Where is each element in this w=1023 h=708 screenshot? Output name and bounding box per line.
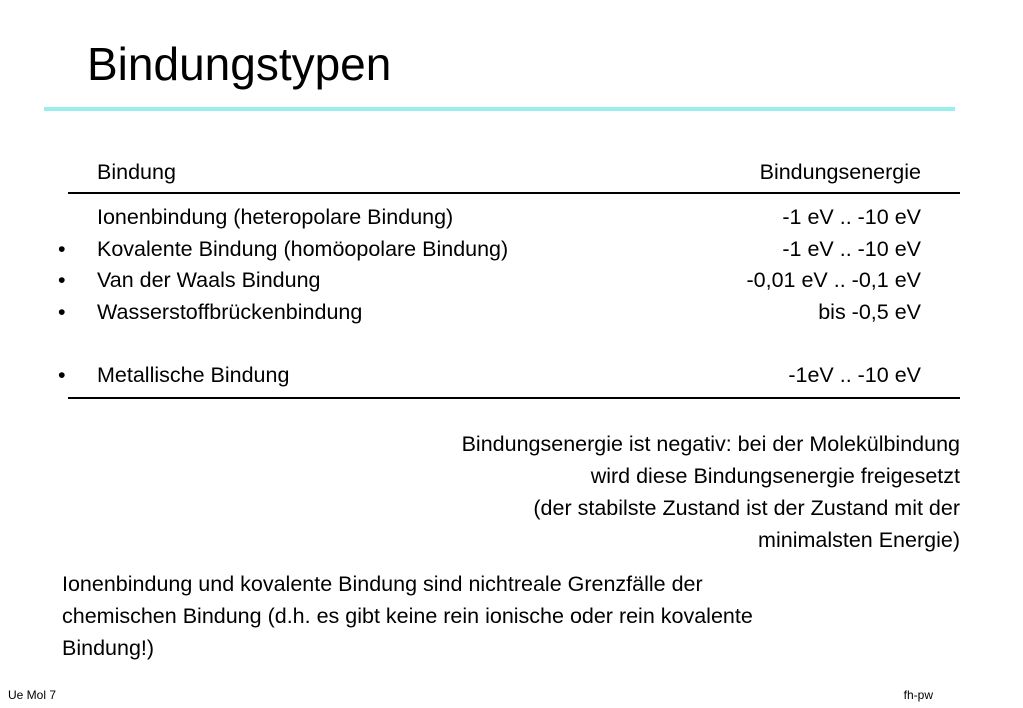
- bond-energy: -1eV .. -10 eV: [788, 363, 921, 387]
- bond-name: Wasserstoffbrückenbindung: [97, 300, 363, 324]
- bond-name: Ionenbindung (heteropolare Bindung): [97, 205, 454, 229]
- bond-name: Kovalente Bindung (homöopolare Bindung): [97, 237, 509, 261]
- footer-right: fh-pw: [903, 688, 933, 702]
- bullet: •: [58, 363, 66, 387]
- note-line: Bindungsenergie ist negativ: bei der Molekülbindung: [461, 432, 960, 456]
- bond-energy: bis -0,5 eV: [818, 300, 921, 324]
- table-bottom-rule: [68, 397, 960, 399]
- note-line: minimalsten Energie): [758, 528, 960, 552]
- bond-energy: -1 eV .. -10 eV: [782, 205, 921, 229]
- slide-title: Bindungstypen: [87, 38, 392, 90]
- table-top-rule: [68, 192, 960, 194]
- paragraph-line: Ionenbindung und kovalente Bindung sind nichtreale Grenzfälle der: [62, 572, 703, 596]
- paragraph-line: Bindung!): [62, 636, 155, 660]
- column-header-bindung: Bindung: [97, 160, 176, 184]
- column-header-energie: Bindungsenergie: [759, 160, 921, 184]
- bond-energy: -0,01 eV .. -0,1 eV: [746, 268, 921, 292]
- note-line: wird diese Bindungsenergie freigesetzt: [590, 464, 960, 488]
- title-underline: [44, 107, 955, 111]
- note-line: (der stabilste Zustand ist der Zustand mit der: [533, 496, 960, 520]
- bond-name: Van der Waals Bindung: [97, 268, 321, 292]
- footer-left: Ue Mol 7: [8, 688, 57, 702]
- bullet: •: [58, 237, 66, 261]
- bond-name: Metallische Bindung: [97, 363, 290, 387]
- paragraph-line: chemischen Bindung (d.h. es gibt keine rein ionische oder rein kovalente: [62, 604, 753, 628]
- bullet: •: [58, 300, 66, 324]
- bond-energy: -1 eV .. -10 eV: [782, 237, 921, 261]
- bullet: •: [58, 268, 66, 292]
